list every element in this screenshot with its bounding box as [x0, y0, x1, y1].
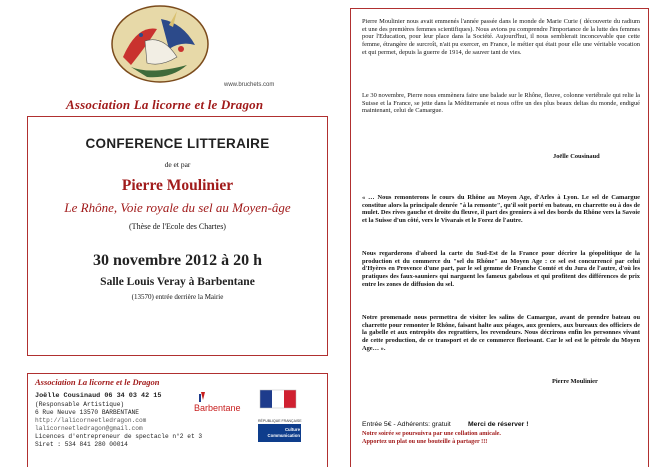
- contact-siret: Siret : 534 841 280 00014: [35, 441, 128, 448]
- collation-note: Notre soirée se poursuivra par une collation amicale.: [362, 430, 501, 437]
- conference-box: [27, 116, 328, 356]
- quote-paragraph-3: Notre promenade nous permettra de visiter les salins de Camargue, avant de prendre bateau ou charrette pour remonter le Rhône, faisant halte aux péages, aux greniers, aux bureaux des officiers de la gabelle et aux entrepôts des regrattiers, les revendeurs. Nous décrirons enfin les personnes vivant de cette production, de ce transport et de ce commerce florissant. Car le sel est le pétrole du Moyen Age… ».: [362, 314, 640, 352]
- de-et-par: de et par: [164, 160, 191, 169]
- contact-address: 6 Rue Neuve 13570 BARBENTANE: [35, 409, 139, 416]
- thesis-note: (Thèse de l'Ecole des Chartes): [129, 222, 226, 231]
- association-title: Association La licorne et le Dragon: [66, 97, 264, 112]
- talk-title: Le Rhône, Voie royale du sel au Moyen-âge: [64, 200, 291, 215]
- speaker-name: Pierre Moulinier: [121, 177, 234, 194]
- contact-association: Association La licorne et le Dragon: [35, 377, 160, 387]
- event-date: 30 novembre 2012 à 20 h: [92, 252, 263, 269]
- signature-cousinaud: Joëlle Cousinaud: [553, 153, 600, 160]
- barbentane-label: Barbentane: [194, 403, 241, 413]
- contact-email[interactable]: lalicorneetledragon@gmail.com: [35, 425, 143, 432]
- intro-paragraph: Pierre Moulinier nous avait emmenés l'année passée dans le monde de Marie Curie ( découverte du radium et une des premières femmes scientifiques). Nous avions pu comprendre l'importance de la lutte des femmes pour l'Education, pour leur place dans la Société. Aujourd'hui, il nous semblerait inconcevable que cette femme, étrangère de surcroît, n'ait pu exercer, en France, le métier qui était pour elle une véritable vocation et qui permet, depuis la guerre de 1914, de sauver tant de vies.: [362, 18, 640, 56]
- republique-francaise-logo-icon: [258, 388, 300, 418]
- quote-paragraph-1: « … Nous remonterons le cours du Rhône au Moyen Age, d'Arles à Lyon. Le sel de Camargue constitue alors la principale denrée "à la remonte", qu'il soit porté en bateau, en charrette ou à dos de mulet. Des rives gauche et droite du fleuve, il part des greniers à sel des bords du Rhône vers la Savoie et la Suisse d'un côté, vers le Vivarais et le Forez de l'autre.: [362, 194, 640, 225]
- conference-heading: CONFERENCE LITTERAIRE: [85, 136, 270, 151]
- entry-price: Entrée 5€ - Adhérents: gratuit: [362, 421, 451, 428]
- rf-caption: RÉPUBLIQUE FRANÇAISE: [258, 419, 302, 423]
- contact-name-phone: Joëlle Cousinaud 06 34 03 42 15: [35, 392, 162, 400]
- right-page-box: [350, 8, 649, 467]
- contact-role: (Responsable Artistique): [35, 401, 125, 408]
- culture-label: Culture Communication: [267, 427, 300, 438]
- contact-website[interactable]: http://lalicorneetledragon.com: [35, 417, 147, 424]
- reserve-note: Merci de réserver !: [468, 421, 529, 428]
- bring-dish-note: Apportez un plat ou une bouteille à partager !!!: [362, 438, 488, 445]
- contact-licence: Licences d'entrepreneur de spectacle n°2 et 3: [35, 433, 203, 440]
- venue-note: (13570) entrée derrière la Mairie: [131, 293, 224, 301]
- site-url: www.bruchets.com: [224, 82, 275, 88]
- event-paragraph: Le 30 novembre, Pierre nous emmènera faire une balade sur le Rhône, fleuve, colonne vertébrale qui relie la Suisse et la France, se jette dans la Méditerranée et nous offre un des plus beaux deltas du monde, endigué maintenant, celui de Camargue.: [362, 92, 640, 115]
- signature-moulinier: Pierre Moulinier: [552, 378, 598, 385]
- venue: Salle Louis Veray à Barbentane: [100, 276, 255, 288]
- unicorn-dragon-logo: [111, 5, 209, 83]
- quote-paragraph-2: Nous regarderons d'abord la carte du Sud-Est de la France pour décrire la géopolitique de la production et du commerce du "sel du Rhône" au Moyen Age : ce sel est concurrencé par celui d'Hyères en Provence d'une part, par le sel gemme de Franche Comté et du Jura de l'autre, d'où les pratiques des faux-sauniers qui narguent les fameux gabelous et qui profitent des différences de prix entre les zones de diffusion du sel.: [362, 250, 640, 288]
